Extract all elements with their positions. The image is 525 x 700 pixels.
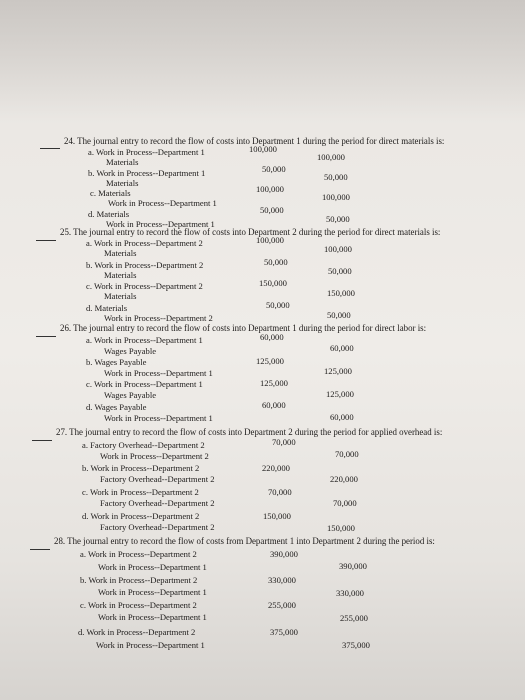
option-a-credit: Materials — [106, 157, 139, 167]
option-d-debit-amount: 375,000 — [270, 627, 298, 637]
option-a-debit-amount: 60,000 — [260, 332, 284, 342]
option-a-debit-amount: 100,000 — [249, 144, 277, 154]
option-c-credit-amount: 255,000 — [340, 613, 368, 623]
option-b-debit: b. Work in Process--Department 2 — [82, 463, 200, 473]
option-c-debit: c. Work in Process--Department 2 — [80, 600, 197, 610]
option-c-debit-amount: 70,000 — [268, 487, 292, 497]
option-b-credit: Factory Overhead--Department 2 — [100, 474, 215, 484]
option-c-credit: Wages Payable — [104, 390, 157, 400]
question-number: 27. — [56, 427, 68, 437]
question-stem: The journal entry to record the flow of costs into Department 1 during the period for direct labor is: — [73, 323, 427, 333]
option-a-credit: Wages Payable — [104, 346, 157, 356]
option-d-credit-amount: 150,000 — [327, 523, 355, 533]
option-c-credit: Work in Process--Department 1 — [108, 198, 217, 208]
option-c-credit-amount: 100,000 — [322, 192, 350, 202]
option-d-credit: Work in Process--Department 1 — [96, 640, 205, 650]
option-c-debit: c. Work in Process--Department 2 — [86, 281, 203, 291]
option-d-debit: d. Work in Process--Department 2 — [82, 511, 200, 521]
option-b-debit: b. Work in Process--Department 2 — [86, 260, 204, 270]
option-c-debit-amount: 100,000 — [256, 184, 284, 194]
option-c-credit: Factory Overhead--Department 2 — [100, 498, 215, 508]
option-a-credit-amount: 70,000 — [335, 449, 359, 459]
option-b-credit: Work in Process--Department 1 — [98, 587, 207, 597]
option-a-credit-amount: 60,000 — [330, 343, 354, 353]
option-a-debit-amount: 390,000 — [270, 549, 298, 559]
option-b-credit: Materials — [104, 270, 137, 280]
option-d-debit-amount: 50,000 — [260, 205, 284, 215]
option-b-debit: b. Wages Payable — [86, 357, 147, 367]
option-b-debit: b. Work in Process--Department 2 — [80, 575, 198, 585]
option-d-credit-amount: 375,000 — [342, 640, 370, 650]
question-number: 26. — [60, 323, 72, 333]
option-b-credit-amount: 330,000 — [336, 588, 364, 598]
option-d-debit: d. Materials — [88, 209, 130, 219]
option-d-credit: Work in Process--Department 1 — [104, 413, 213, 423]
option-d-credit-amount: 50,000 — [327, 310, 351, 320]
option-d-credit-amount: 50,000 — [326, 214, 350, 224]
option-c-credit-amount: 70,000 — [333, 498, 357, 508]
option-a-credit-amount: 100,000 — [324, 244, 352, 254]
option-b-debit-amount: 330,000 — [268, 575, 296, 585]
option-b-credit-amount: 50,000 — [324, 172, 348, 182]
option-b-credit: Materials — [106, 178, 139, 188]
option-c-debit-amount: 125,000 — [260, 378, 288, 388]
option-c-credit: Work in Process--Department 1 — [98, 612, 207, 622]
question-stem: The journal entry to record the flow of costs into Department 1 during the period for direct materials is: — [77, 136, 445, 146]
option-b-debit: b. Work in Process--Department 1 — [88, 168, 206, 178]
option-a-credit-amount: 390,000 — [339, 561, 367, 571]
option-c-debit-amount: 150,000 — [259, 278, 287, 288]
option-d-credit-amount: 60,000 — [330, 412, 354, 422]
option-c-credit-amount: 125,000 — [326, 389, 354, 399]
option-c-credit-amount: 150,000 — [327, 288, 355, 298]
option-d-debit: d. Wages Payable — [86, 402, 147, 412]
question-number: 25. — [60, 227, 72, 237]
option-b-debit-amount: 50,000 — [262, 164, 286, 174]
option-c-debit: c. Materials — [90, 188, 131, 198]
option-b-credit-amount: 125,000 — [324, 366, 352, 376]
option-a-credit-amount: 100,000 — [317, 152, 345, 162]
question-stem: The journal entry to record the flow of costs into Department 2 during the period for applied overhead is: — [69, 427, 443, 437]
option-d-debit: d. Work in Process--Department 2 — [78, 627, 196, 637]
option-c-debit-amount: 255,000 — [268, 600, 296, 610]
option-d-credit: Work in Process--Department 1 — [106, 219, 215, 229]
option-b-credit-amount: 220,000 — [330, 474, 358, 484]
option-a-credit: Materials — [104, 248, 137, 258]
option-a-debit-amount: 70,000 — [272, 437, 296, 447]
option-c-debit: c. Work in Process--Department 2 — [82, 487, 199, 497]
option-d-debit-amount: 50,000 — [266, 300, 290, 310]
question-stem: The journal entry to record the flow of costs from Department 1 into Department 2 during the period is: — [67, 536, 435, 546]
option-a-debit-amount: 100,000 — [256, 235, 284, 245]
option-d-debit-amount: 60,000 — [262, 400, 286, 410]
option-a-debit: a. Work in Process--Department 2 — [86, 238, 203, 248]
option-a-debit: a. Work in Process--Department 1 — [86, 335, 203, 345]
option-d-debit: d. Materials — [86, 303, 128, 313]
option-a-credit: Work in Process--Department 2 — [100, 451, 209, 461]
option-a-credit: Work in Process--Department 1 — [98, 562, 207, 572]
question-number: 24. — [64, 136, 76, 146]
option-b-debit-amount: 220,000 — [262, 463, 290, 473]
option-b-credit: Work in Process--Department 1 — [104, 368, 213, 378]
option-b-debit-amount: 50,000 — [264, 257, 288, 267]
question-stem: The journal entry to record the flow of costs into Department 2 during the period for direct materials is: — [73, 227, 441, 237]
option-a-debit: a. Work in Process--Department 2 — [80, 549, 197, 559]
option-d-debit-amount: 150,000 — [263, 511, 291, 521]
option-a-debit: a. Factory Overhead--Department 2 — [82, 440, 205, 450]
option-b-credit-amount: 50,000 — [328, 266, 352, 276]
option-b-debit-amount: 125,000 — [256, 356, 284, 366]
answer-blank[interactable] — [30, 549, 50, 550]
option-c-credit: Materials — [104, 291, 137, 301]
question-number: 28. — [54, 536, 66, 546]
option-d-credit: Factory Overhead--Department 2 — [100, 522, 215, 532]
option-c-debit: c. Work in Process--Department 1 — [86, 379, 203, 389]
option-d-credit: Work in Process--Department 2 — [104, 313, 213, 323]
option-a-debit: a. Work in Process--Department 1 — [88, 147, 205, 157]
